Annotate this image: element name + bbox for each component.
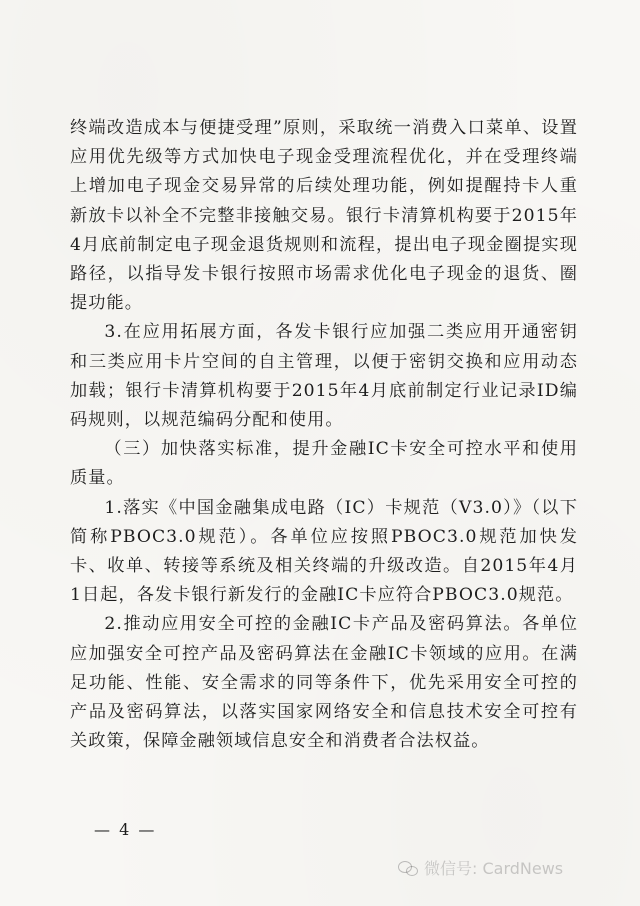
watermark-text: 微信号: CardNews — [424, 859, 564, 878]
page-number: — 4 — — [94, 820, 157, 839]
wechat-icon — [398, 859, 418, 877]
section-heading-3: （三）加快落实标准，提升金融IC卡安全可控水平和使用质量。 — [70, 439, 578, 489]
watermark — [398, 856, 563, 879]
document-body — [70, 114, 578, 756]
paragraph-item-3: 3.在应用拓展方面，各发卡银行应加强二类应用开通密钥和三类应用卡片空间的自主管理，以便于密钥交换和应用动态加载；银行卡清算机构要于2015年4月底前制定行业记录ID编码规则，以规范编码分配和使用。 — [70, 322, 578, 431]
paragraph-item-1: 1.落实《中国金融集成电路（IC）卡规范（V3.0）》（以下简称PBOC3.0规范）。各单位应按照PBOC3.0规范加快发卡、收单、转接等系统及相关终端的升级改造。自2015年4月1日起，各发卡银行新发行的金融IC卡应符合PBOC3.0规范。 — [70, 497, 578, 606]
paragraph-item-2: 2.推动应用安全可控的金融IC卡产品及密码算法。各单位应加强安全可控产品及密码算法在金融IC卡领域的应用。在满足功能、性能、安全需求的同等条件下，优先采用安全可控的产品及密码算法，以落实国家网络安全和信息技术安全可控有关政策，保障金融领域信息安全和消费者合法权益。 — [70, 614, 578, 752]
paragraph-continuation: 终端改造成本与便捷受理”原则，采取统一消费入口菜单、设置应用优先级等方式加快电子现金受理流程优化，并在受理终端上增加电子现金交易异常的后续处理功能，例如提醒持卡人重新放卡以补全不完整非接触交易。银行卡清算机构要于2015年4月底前制定电子现金退货规则和流程，提出电子现金圈提实现路径，以指导发卡银行按照市场需求优化电子现金的退货、圈提功能。 — [70, 118, 578, 314]
